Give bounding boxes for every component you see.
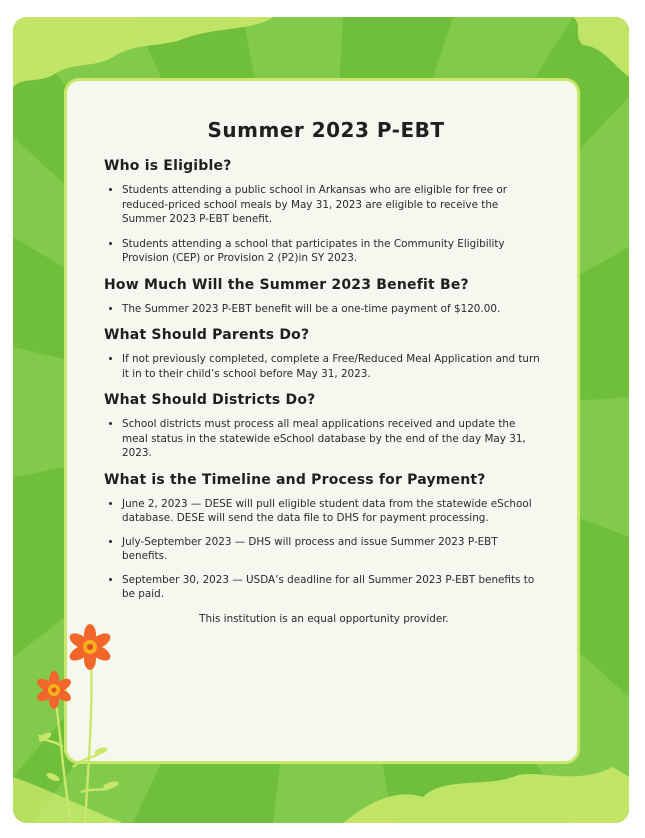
section-heading: What Should Parents Do? [104,327,310,343]
section-benefit-amount [104,277,544,317]
list-item: • Students attending a school that participates in the Community Eligibility Provision (CEP) or Provision 2 (P2)in SY 2023. [122,237,544,266]
list-item: • June 2, 2023 — DESE will pull eligible student data from the statewide eSchool database. DESE will send the data file to DHS for payment processing. [122,497,544,526]
flyer-content [104,118,544,635]
bullet-list [104,183,544,266]
flowers-illustration [13,617,153,823]
flower-icon [35,671,73,709]
list-item: • Students attending a public school in Arkansas who are eligible for free or reduced-priced school meals by May 31, 2023 are eligible to receive the Summer 2023 P-EBT benefit. [122,183,544,227]
section-heading: Who is Eligible? [104,158,232,174]
section-timeline [104,472,544,602]
list-item: • The Summer 2023 P-EBT benefit will be a one-time payment of $120.00. [122,302,544,317]
bullet-list [104,352,544,381]
bullet-list [104,417,544,461]
equal-opportunity-statement: This institution is an equal opportunity provider. [199,612,449,625]
section-districts [104,392,544,461]
section-heading: What Should Districts Do? [104,392,316,408]
list-item: • School districts must process all meal applications received and update the meal status in the statewide eSchool database by the end of the day May 31, 2023. [122,417,544,461]
page-title: Summer 2023 P-EBT [207,118,445,142]
list-item: • September 30, 2023 — USDA’s deadline for all Summer 2023 P-EBT benefits to be paid. [122,573,544,602]
section-heading: What is the Timeline and Process for Payment? [104,471,486,488]
section-eligibility [104,158,544,266]
section-parents [104,327,544,381]
bullet-list [104,302,544,317]
section-heading: How Much Will the Summer 2023 Benefit Be? [104,276,469,293]
list-item: • If not previously completed, complete a Free/Reduced Meal Application and turn it in to their child’s school before May 31, 2023. [122,352,544,381]
bullet-list [104,497,544,602]
list-item: • July-September 2023 — DHS will process and issue Summer 2023 P-EBT benefits. [122,535,544,564]
